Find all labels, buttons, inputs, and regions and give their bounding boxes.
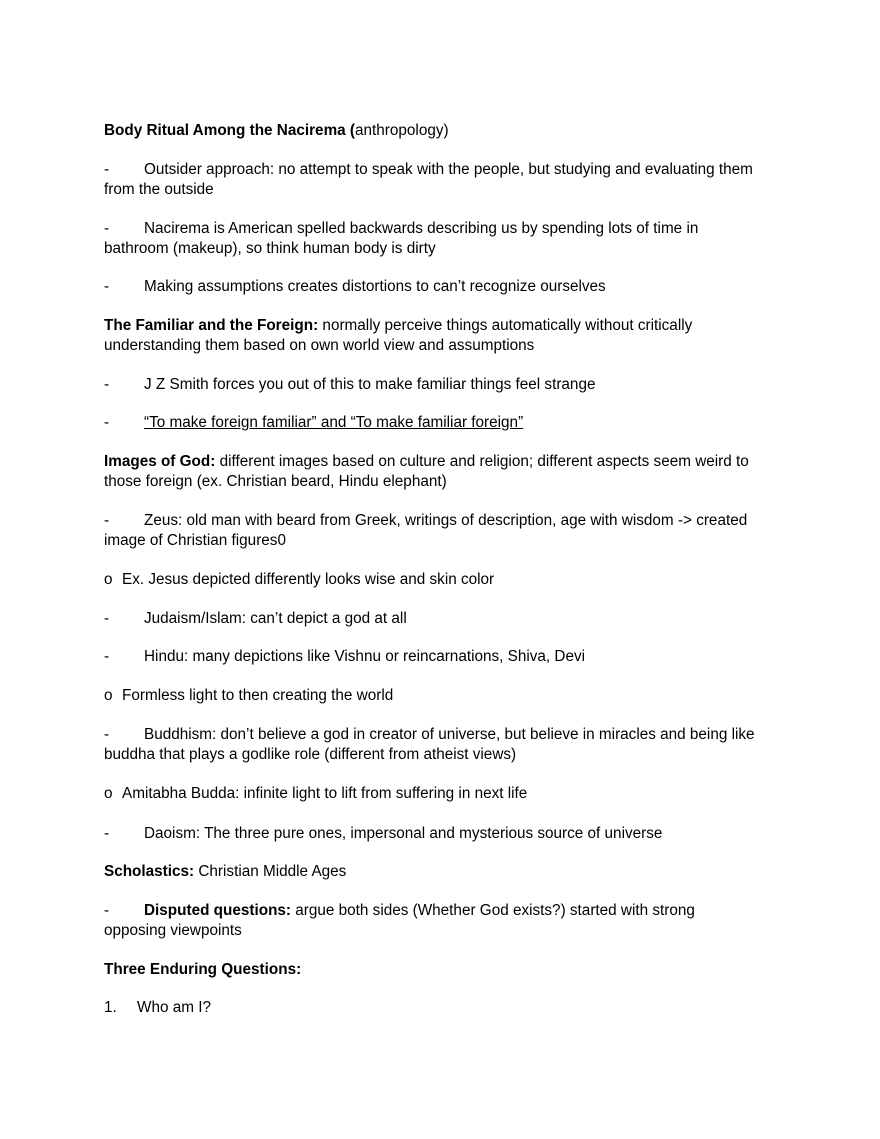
heading-title: Three Enduring Questions: xyxy=(104,961,302,978)
bullet-buddhism xyxy=(104,725,784,745)
bullet-text: argue both sides (Whether God exists?) started with strong xyxy=(291,902,695,919)
bullet-nacirema-cont xyxy=(104,239,784,259)
bullet-marker: - xyxy=(104,610,110,627)
bullet-text: Buddhism: don’t believe a god in creator of universe, but believe in miracles and being like xyxy=(144,726,755,743)
bullet-outsider-approach xyxy=(104,160,784,180)
bullet-text: from the outside xyxy=(104,181,214,198)
bullet-text: Zeus: old man with beard from Greek, writings of description, age with wisdom -> created xyxy=(144,512,748,529)
bullet-zeus xyxy=(104,511,784,531)
bullet-marker: - xyxy=(104,648,110,665)
bullet-outsider-approach-cont xyxy=(104,180,784,200)
subbullet-jesus xyxy=(104,570,784,590)
heading-title: Body Ritual Among the Nacirema ( xyxy=(104,122,356,139)
heading-rest: normally perceive things automatically without critically xyxy=(318,317,693,334)
bullet-bold-term: Disputed questions: xyxy=(144,902,292,919)
bullet-disputed-questions xyxy=(104,901,784,921)
heading-images-of-god-cont xyxy=(104,472,784,492)
subbullet-formless-light xyxy=(104,686,784,706)
numbered-item-1 xyxy=(104,998,784,1018)
paragraph-text: those foreign (ex. Christian beard, Hindu elephant) xyxy=(104,473,447,490)
circle-bullet-marker: o xyxy=(104,571,113,588)
bullet-text: opposing viewpoints xyxy=(104,922,242,939)
numbered-item-text: Who am I? xyxy=(137,999,211,1016)
bullet-text: Daoism: The three pure ones, impersonal and mysterious source of universe xyxy=(144,825,663,842)
heading-title: Images of God: xyxy=(104,453,216,470)
bullet-marker: - xyxy=(104,414,110,431)
bullet-judaism-islam xyxy=(104,609,784,629)
bullet-marker: - xyxy=(104,376,110,393)
bullet-text: Judaism/Islam: can’t depict a god at all xyxy=(144,610,407,627)
subbullet-text: Amitabha Budda: infinite light to lift from suffering in next life xyxy=(122,785,528,802)
bullet-hindu xyxy=(104,647,784,667)
bullet-text: buddha that plays a godlike role (different from atheist views) xyxy=(104,746,517,763)
bullet-familiar-foreign-quote xyxy=(104,413,784,433)
bullet-disputed-questions-cont xyxy=(104,921,784,941)
bullet-text: Making assumptions creates distortions to can’t recognize ourselves xyxy=(144,278,606,295)
bullet-text: bathroom (makeup), so think human body is dirty xyxy=(104,240,436,257)
bullet-text: Outsider approach: no attempt to speak with the people, but studying and evaluating them xyxy=(144,161,753,178)
bullet-buddhism-cont xyxy=(104,745,784,765)
heading-rest: Christian Middle Ages xyxy=(194,863,347,880)
bullet-marker: - xyxy=(104,161,110,178)
bullet-marker: - xyxy=(104,278,110,295)
heading-title: Scholastics: xyxy=(104,863,195,880)
bullet-nacirema xyxy=(104,219,784,239)
heading-body-ritual xyxy=(104,121,784,141)
heading-scholastics xyxy=(104,862,784,882)
number-marker: 1. xyxy=(104,999,117,1016)
bullet-text: J Z Smith forces you out of this to make familiar things feel strange xyxy=(144,376,596,393)
circle-bullet-marker: o xyxy=(104,687,113,704)
heading-title: The Familiar and the Foreign: xyxy=(104,317,319,334)
bullet-text: Hindu: many depictions like Vishnu or reincarnations, Shiva, Devi xyxy=(144,648,586,665)
bullet-text: image of Christian figures0 xyxy=(104,532,286,549)
bullet-zeus-cont xyxy=(104,531,784,551)
underlined-quote: “To make foreign familiar” and “To make familiar foreign” xyxy=(144,414,524,431)
bullet-marker: - xyxy=(104,512,110,529)
subbullet-text: Formless light to then creating the world xyxy=(122,687,394,704)
subbullet-text: Ex. Jesus depicted differently looks wise and skin color xyxy=(122,571,495,588)
bullet-jz-smith xyxy=(104,375,784,395)
subbullet-amitabha xyxy=(104,784,784,804)
heading-images-of-god xyxy=(104,452,784,472)
bullet-marker: - xyxy=(104,726,110,743)
bullet-assumptions xyxy=(104,277,784,297)
heading-rest: anthropology) xyxy=(355,122,449,139)
bullet-text: Nacirema is American spelled backwards describing us by spending lots of time in xyxy=(144,220,699,237)
heading-three-questions xyxy=(104,960,784,980)
bullet-marker: - xyxy=(104,825,110,842)
bullet-marker: - xyxy=(104,902,110,919)
circle-bullet-marker: o xyxy=(104,785,113,802)
paragraph-text: understanding them based on own world view and assumptions xyxy=(104,337,535,354)
heading-familiar-foreign-cont xyxy=(104,336,784,356)
heading-rest: different images based on culture and religion; different aspects seem weird to xyxy=(215,453,749,470)
bullet-marker: - xyxy=(104,220,110,237)
heading-familiar-foreign xyxy=(104,316,784,336)
bullet-daoism xyxy=(104,824,784,844)
